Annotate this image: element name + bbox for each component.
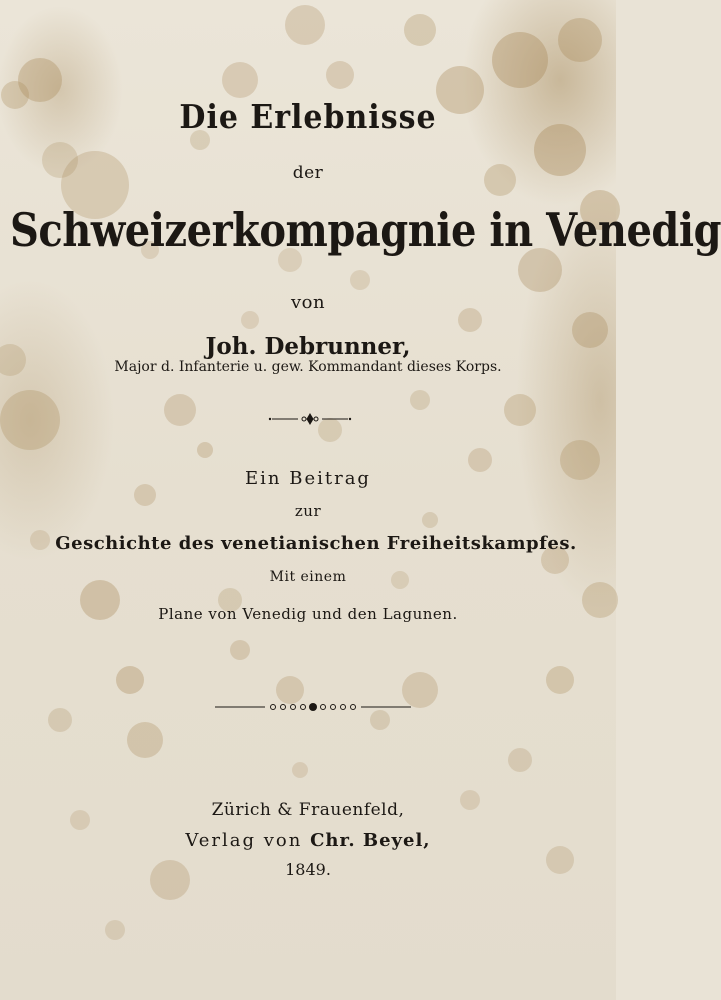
divider-ornament-top — [268, 412, 352, 426]
by-line: von — [290, 292, 326, 313]
publication-year: 1849. — [285, 860, 331, 879]
subtitle-line-5: Plane von Venedig und den Lagunen. — [158, 605, 458, 623]
subtitle-line-3: Geschichte des venetianischen Freiheitskampfes. — [55, 533, 577, 554]
subtitle-line-2: zur — [294, 502, 322, 520]
publisher-prefix: Verlag von — [185, 830, 303, 851]
title-line-1: Die Erlebnisse — [179, 98, 437, 137]
publisher-name: Chr. Beyel, — [310, 830, 431, 851]
publication-place: Zürich & Frauenfeld, — [211, 800, 405, 820]
publisher-line — [0, 830, 616, 851]
author-title: Major d. Infanterie u. gew. Kommandant dieses Korps. — [114, 359, 502, 375]
title-line-3: Schweizerkompagnie in Venedig — [10, 203, 721, 258]
divider-ornament-bottom — [213, 700, 413, 714]
title-line-2: der — [292, 163, 324, 183]
author-name: Joh. Debrunner, — [205, 333, 411, 360]
subtitle-line-4: Mit einem — [269, 569, 347, 585]
subtitle-line-1: Ein Beitrag — [245, 468, 371, 489]
